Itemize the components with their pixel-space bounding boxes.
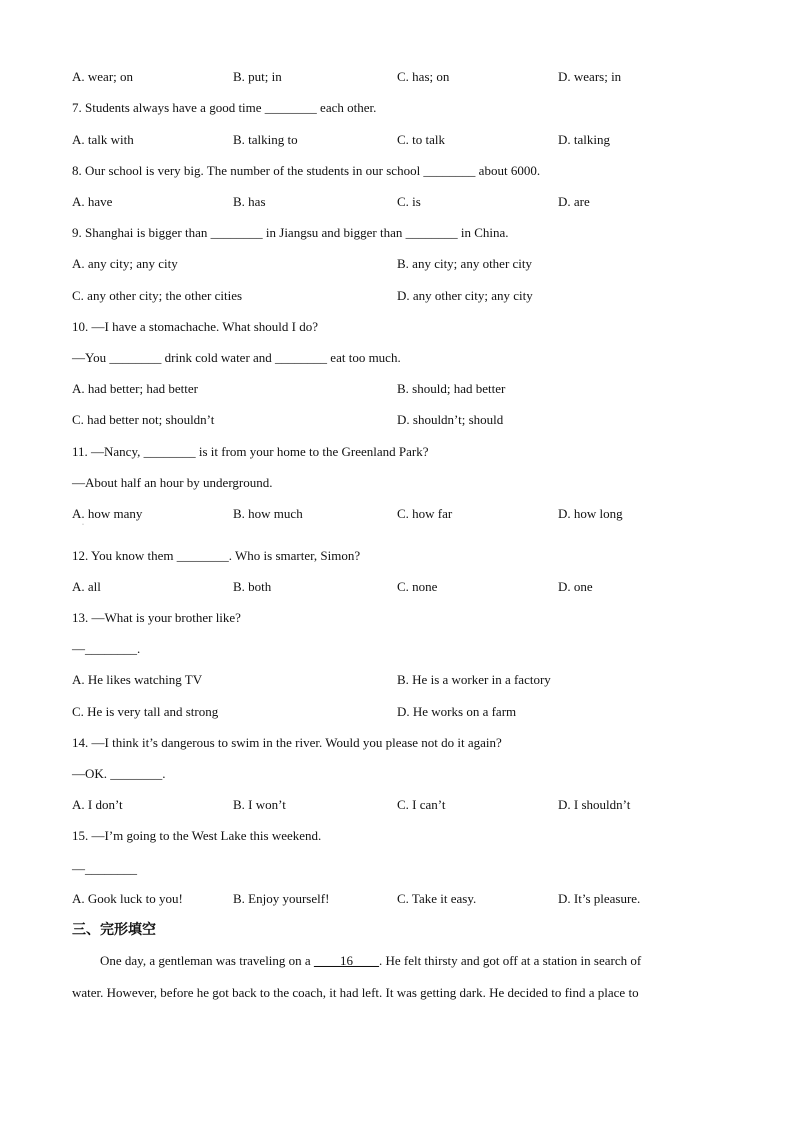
q15-stem: 15. —I’m going to the West Lake this weekend. xyxy=(72,828,322,843)
q10-stem: 10. —I have a stomachache. What should I do? xyxy=(72,319,318,334)
q12-option-c: C. none xyxy=(397,579,438,594)
q9-option-c: C. any other city; the other cities xyxy=(72,288,243,303)
q9-option-a: A. any city; any city xyxy=(72,256,178,271)
q10-dialog-line: —You ________ drink cold water and ________ eat too much. xyxy=(72,350,401,365)
q6-option-c: C. has; on xyxy=(397,69,450,84)
q13-dialog-line: —________. xyxy=(72,641,141,656)
q13-option-a: A. He likes watching TV xyxy=(72,672,203,687)
q10-option-b: B. should; had better xyxy=(397,381,506,396)
q9-stem: 9. Shanghai is bigger than ________ in Jiangsu and bigger than ________ in China. xyxy=(72,225,509,240)
q12-option-d: D. one xyxy=(558,579,593,594)
q15-option-b: B. Enjoy yourself! xyxy=(233,891,330,906)
q11-option-c: C. how far xyxy=(397,506,453,521)
q15-option-a: A. Gook luck to you! xyxy=(72,891,183,906)
q8-option-a: A. have xyxy=(72,194,113,209)
q12-option-b: B. both xyxy=(233,579,272,594)
q11-option-d: D. how long xyxy=(558,506,623,521)
passage-text-after-blank: . He felt thirsty and got off at a station in search of xyxy=(378,953,642,968)
q10-option-d: D. shouldn’t; should xyxy=(397,412,504,427)
q14-option-c: C. I can’t xyxy=(397,797,446,812)
q14-option-a: A. I don’t xyxy=(72,797,123,812)
q10-option-a: A. had better; had better xyxy=(72,381,198,396)
q14-option-d: D. I shouldn’t xyxy=(558,797,631,812)
q6-option-b: B. put; in xyxy=(233,69,282,84)
q9-option-d: D. any other city; any city xyxy=(397,288,533,303)
q8-option-b: B. has xyxy=(233,194,266,209)
q15-option-c: C. Take it easy. xyxy=(397,891,477,906)
q9-option-b: B. any city; any other city xyxy=(397,256,533,271)
q7-option-c: C. to talk xyxy=(397,132,446,147)
q11-option-a: A. how many xyxy=(72,506,143,521)
q7-option-b: B. talking to xyxy=(233,132,298,147)
q11-dialog-line: —About half an hour by underground. xyxy=(72,475,273,490)
q14-option-b: B. I won’t xyxy=(233,797,286,812)
q11-option-b: B. how much xyxy=(233,506,303,521)
q7-option-d: D. talking xyxy=(558,132,610,147)
passage-line-1 xyxy=(72,953,688,969)
q13-stem: 13. —What is your brother like? xyxy=(72,610,241,625)
stray-dot-mark: · xyxy=(82,522,84,528)
q14-dialog-line: —OK. ________. xyxy=(72,766,166,781)
q14-stem: 14. —I think it’s dangerous to swim in the river. Would you please not do it again? xyxy=(72,735,502,750)
q10-option-c: C. had better not; shouldn’t xyxy=(72,412,215,427)
passage-line-2: water. However, before he got back to the coach, it had left. It was getting dark. He decided to find a place to xyxy=(72,985,639,1000)
q7-option-a: A. talk with xyxy=(72,132,134,147)
passage-text-before-blank: One day, a gentleman was traveling on a xyxy=(100,953,314,968)
q6-option-a: A. wear; on xyxy=(72,69,134,84)
blank-16: ____16____ xyxy=(313,953,379,968)
q12-stem: 12. You know them ________. Who is smarter, Simon? xyxy=(72,548,361,563)
q7-stem: 7. Students always have a good time ________ each other. xyxy=(72,100,377,115)
q15-dialog-line: —________ xyxy=(72,861,137,876)
q8-stem: 8. Our school is very big. The number of the students in our school ________ about 6000. xyxy=(72,163,541,178)
q13-option-c: C. He is very tall and strong xyxy=(72,704,219,719)
q11-stem: 11. —Nancy, ________ is it from your home to the Greenland Park? xyxy=(72,444,429,459)
q12-option-a: A. all xyxy=(72,579,101,594)
q13-option-b: B. He is a worker in a factory xyxy=(397,672,551,687)
section-heading-cloze: 三、完形填空 xyxy=(72,922,156,938)
q15-option-d: D. It’s pleasure. xyxy=(558,891,641,906)
q13-option-d: D. He works on a farm xyxy=(397,704,517,719)
q8-option-c: C. is xyxy=(397,194,421,209)
q8-option-d: D. are xyxy=(558,194,590,209)
q6-option-d: D. wears; in xyxy=(558,69,622,84)
